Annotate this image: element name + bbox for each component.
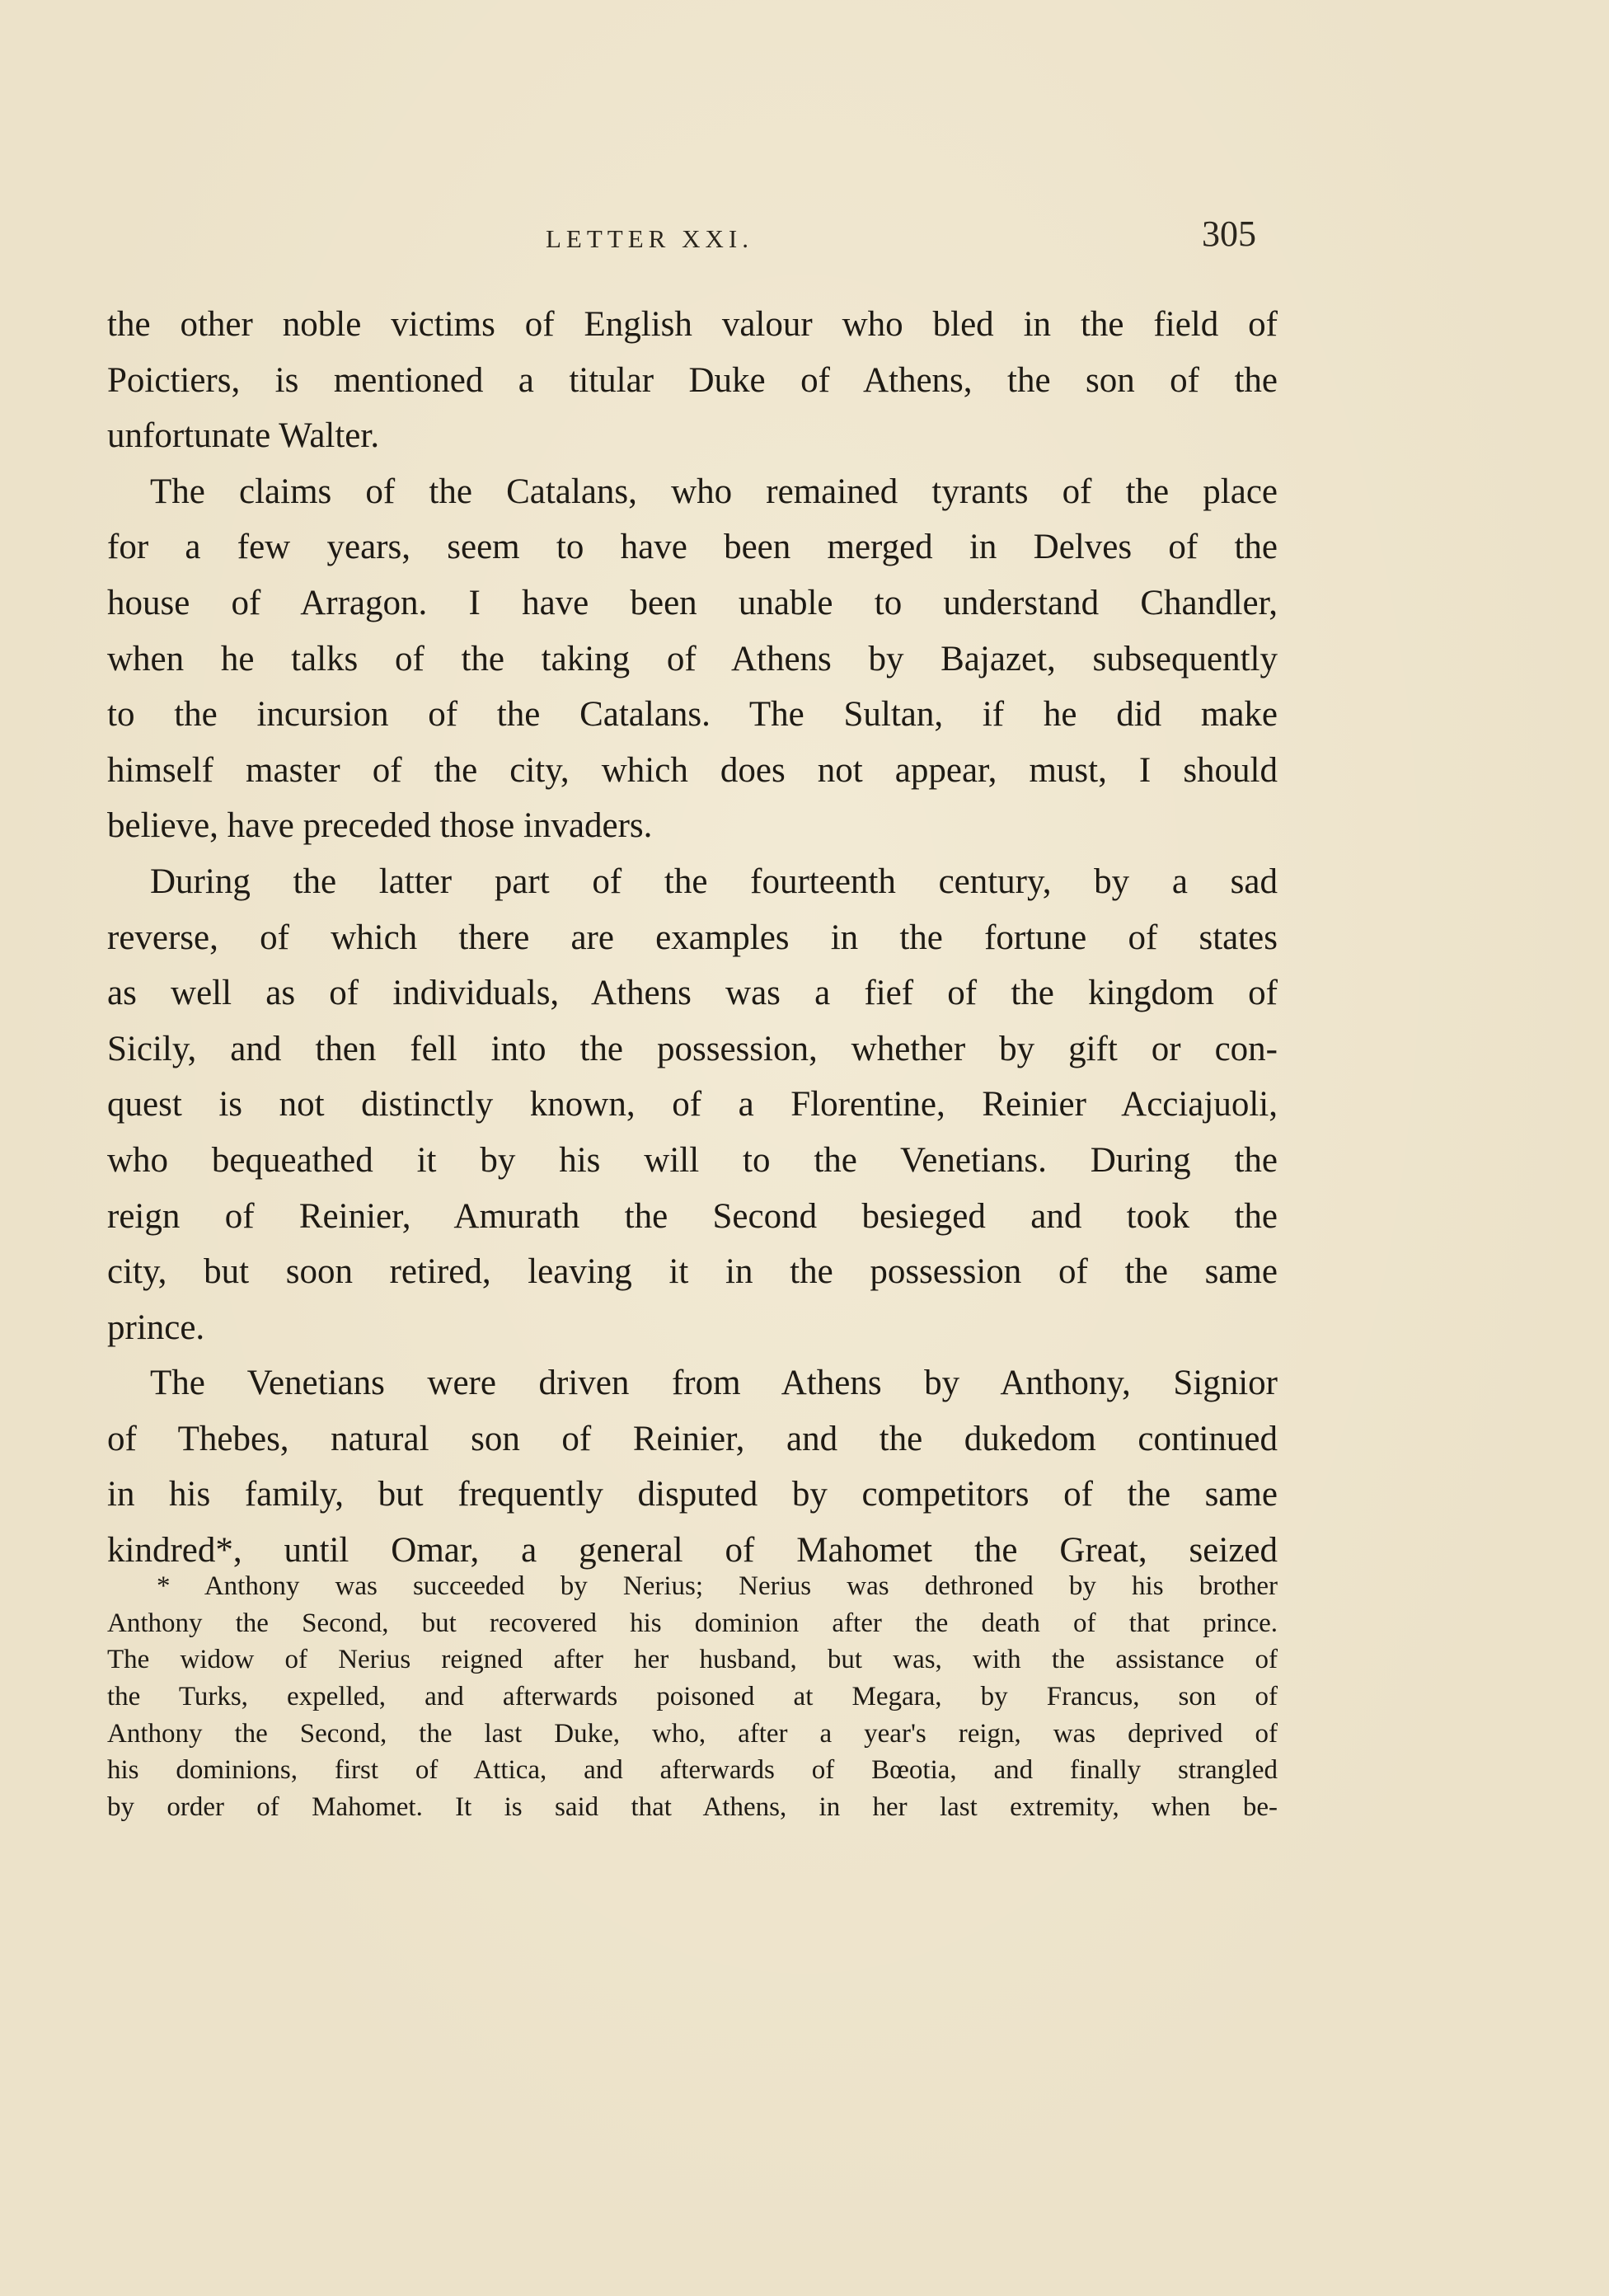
footnote-line: the Turks, expelled, and afterwards poisoned at Megara, by Francus, son of	[107, 1682, 1278, 1712]
text-line: During the latter part of the fourteenth century, by a sad	[150, 862, 1278, 901]
text-line: in his family, but frequently disputed by competitors of the same	[107, 1475, 1278, 1514]
footnote	[107, 1568, 1278, 1826]
text-line: of Thebes, natural son of Reinier, and the dukedom continued	[107, 1419, 1278, 1458]
text-line: Poictiers, is mentioned a titular Duke of Athens, the son of the	[107, 360, 1278, 400]
footnote-line: The widow of Nerius reigned after her husband, but was, with the assistance of	[107, 1645, 1278, 1675]
text-line: for a few years, seem to have been merged in Delves of the	[107, 528, 1278, 567]
text-line: who bequeathed it by his will to the Venetians. During the	[107, 1140, 1278, 1180]
text-line: house of Arragon. I have been unable to understand Chandler,	[107, 583, 1278, 622]
page-header	[0, 213, 1609, 262]
text-line: unfortunate Walter.	[107, 416, 380, 456]
main-text	[107, 297, 1278, 1579]
text-line: reverse, of which there are examples in the fortune of states	[107, 918, 1278, 957]
text-line: kindred*, until Omar, a general of Mahomet the Great, seized	[107, 1531, 1278, 1571]
text-line: believe, have preceded those invaders.	[107, 806, 653, 846]
text-line: the other noble victims of English valour who bled in the field of	[107, 305, 1278, 344]
footnote-line: by order of Mahomet. It is said that Athens, in her last extremity, when be-	[107, 1792, 1278, 1823]
text-line: The Venetians were driven from Athens by Anthony, Signior	[150, 1364, 1278, 1403]
text-line: prince.	[107, 1308, 205, 1347]
footnote-line: Anthony the Second, but recovered his dominion after the death of that prince.	[107, 1608, 1278, 1638]
text-line: quest is not distinctly known, of a Florentine, Reinier Acciajuoli,	[107, 1085, 1278, 1125]
footnote-line: * Anthony was succeeded by Nerius; Nerius was dethroned by his brother	[157, 1571, 1278, 1601]
page-number: 305	[1202, 214, 1256, 254]
text-line: when he talks of the taking of Athens by Bajazet, subsequently	[107, 639, 1278, 678]
text-line: reign of Reinier, Amurath the Second besieged and took the	[107, 1196, 1278, 1236]
text-line: himself master of the city, which does not appear, must, I should	[107, 750, 1278, 790]
text-line: as well as of individuals, Athens was a fief of the kingdom of	[107, 974, 1278, 1013]
text-line: Sicily, and then fell into the possession, whether by gift or con-	[107, 1029, 1278, 1068]
text-line: city, but soon retired, leaving it in the possession of the same	[107, 1252, 1278, 1292]
running-head: LETTER XXI.	[546, 224, 753, 253]
footnote-line: Anthony the Second, the last Duke, who, after a year's reign, was deprived of	[107, 1718, 1278, 1749]
text-line: to the incursion of the Catalans. The Sultan, if he did make	[107, 695, 1278, 735]
text-line: The claims of the Catalans, who remained tyrants of the place	[150, 472, 1278, 511]
footnote-line: his dominions, first of Attica, and afterwards of Bœotia, and finally strangled	[107, 1755, 1278, 1786]
